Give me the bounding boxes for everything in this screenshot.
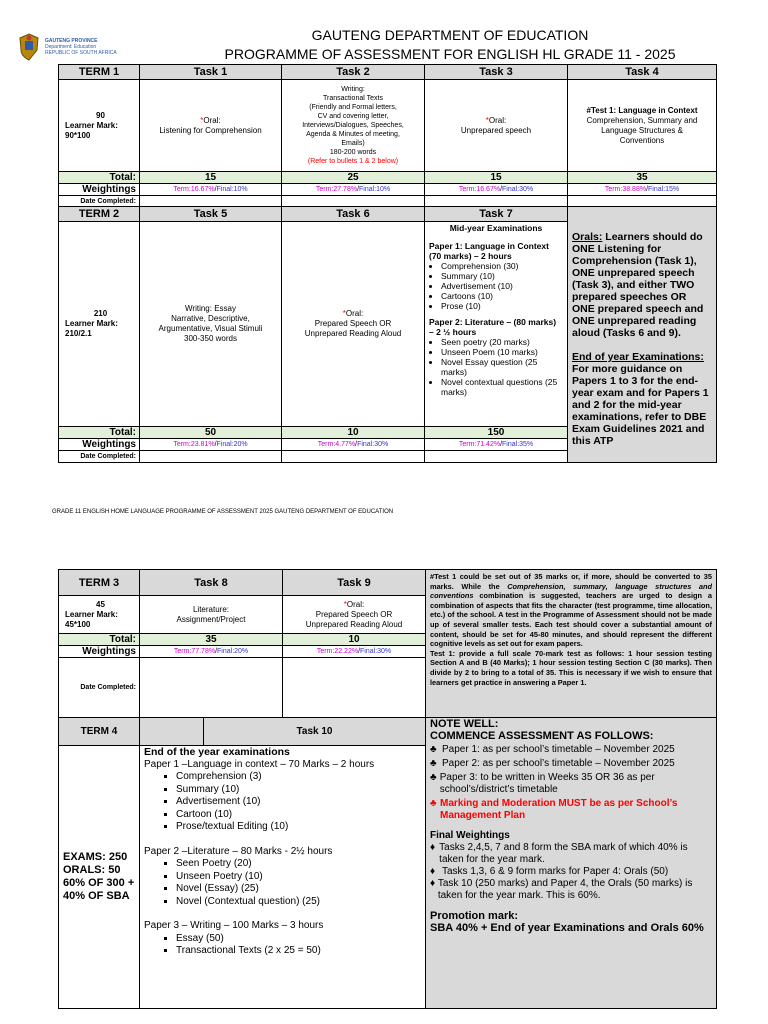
orals-heading: Orals: xyxy=(572,231,603,243)
diamond-icon: ♦ xyxy=(430,842,436,853)
term-weight: Term:4.77% xyxy=(317,441,356,448)
task4-weighting: Term:38.88%/Final:15% xyxy=(568,184,717,196)
club-icon: ♣ xyxy=(430,758,437,769)
task7-paper2-head: Paper 2: Literature – (80 marks) – 2 ½ hours xyxy=(429,317,557,337)
task2-line: (Friendly and Formal letters, xyxy=(309,104,397,111)
task9-type: Oral: xyxy=(346,599,365,609)
schedule-list xyxy=(430,744,712,822)
list-item-text: Paper 1: as per school’s timetable – November 2025 xyxy=(442,744,675,755)
task6-type: Oral: xyxy=(345,309,364,318)
diamond-icon: ♦ xyxy=(430,866,436,877)
task5-header: Task 5 xyxy=(140,207,282,222)
logo-line3: REPUBLIC OF SOUTH AFRICA xyxy=(45,50,117,56)
task4-total: 35 xyxy=(568,172,717,184)
date-field xyxy=(425,196,568,207)
term4-label: TERM 4 xyxy=(59,718,140,746)
orals-text: Learners should do ONE Listening for Comprehension (Task 1), ONE unprepared speech (Task 3), and either TWO prepared speeches OR ONE prepared speech and ONE unprepared reading aloud (Tasks 6 and 9). xyxy=(572,231,704,339)
task9-total: 10 xyxy=(283,634,426,646)
term4-side-note xyxy=(426,718,717,1009)
note-text: Test 1: provide a full scale 70-mark test as follows: 1 hour session testing Section A and B (40 Marks); 1 hour session testing Section C (30 marks). Then divide by 2 to bring to a total of 35. This is necessary if we wish to ensure that learners get practice in answering a Paper 1. xyxy=(430,648,712,687)
note-text: #Test 1 xyxy=(430,572,457,581)
list-item: • Comprehension (30) xyxy=(441,261,563,271)
task8-cell xyxy=(140,596,283,634)
final-weightings-list xyxy=(430,842,712,902)
list-item: ▪ Novel (Essay) (25) xyxy=(176,883,421,896)
task9-weighting: Term:22.22%/Final:30% xyxy=(283,646,426,658)
date-field xyxy=(140,658,283,718)
list-item: ▪ Transactional Texts (2 x 25 = 50) xyxy=(176,945,421,958)
exam-heading: End of year Examinations: xyxy=(572,351,704,363)
paper1-head: Paper 1 –Language in context – 70 Marks – 2 hours xyxy=(144,758,375,770)
task8-weighting: Term:77.78%/Final:20% xyxy=(140,646,283,658)
club-icon: ♣ xyxy=(430,772,437,783)
list-item: • Cartoons (10) xyxy=(441,291,563,301)
weightings-label: Weightings xyxy=(59,439,140,451)
gauteng-logo xyxy=(16,30,126,64)
task7-weighting: Term:71.42%/Final:35% xyxy=(425,439,568,451)
task6-line: Unprepared Reading Aloud xyxy=(304,329,402,338)
task4-line: Language Structures & xyxy=(601,125,683,135)
list-item: ▪ Summary (10) xyxy=(176,784,421,797)
list-item xyxy=(430,866,712,878)
task7-paper1-head: Paper 1: Language in Context (70 marks) – 2 hours xyxy=(429,241,549,261)
task7-cell xyxy=(425,222,568,427)
final-weightings-heading: Final Weightings xyxy=(430,830,510,841)
list-item: • Advertisement (10) xyxy=(441,281,563,291)
diamond-icon: ♦ xyxy=(430,878,436,889)
list-item: • Summary (10) xyxy=(441,271,563,281)
term1-label: TERM 1 xyxy=(59,65,140,80)
term-weight: Term:71.42% xyxy=(458,441,501,448)
term3-label: TERM 3 xyxy=(59,570,140,596)
total-label: Total: xyxy=(59,172,140,184)
task2-line: Transactional Texts xyxy=(323,95,383,102)
list-item: ▪ Prose/textual Editing (10) xyxy=(176,821,421,834)
task7-paper2-list xyxy=(429,337,563,397)
list-item: ▪ Novel (Contextual question) (25) xyxy=(176,896,421,909)
list-item: ▪ Cartoon (10) xyxy=(176,809,421,822)
commence-heading: COMMENCE ASSESSMENT AS FOLLOWS: xyxy=(430,730,654,742)
term1-2-table xyxy=(58,64,717,463)
list-item: ▪ Comprehension (3) xyxy=(176,771,421,784)
task2-line: Emails) xyxy=(341,140,365,147)
task10-header: Task 10 xyxy=(204,718,426,746)
task7-header: Task 7 xyxy=(425,207,568,222)
task6-header: Task 6 xyxy=(282,207,425,222)
oral-star: * xyxy=(342,309,346,318)
learner-mark-label: Learner Mark: xyxy=(65,609,118,619)
paper3-head: Paper 3 – Writing – 100 Marks – 3 hours xyxy=(144,920,324,931)
task4-line: Comprehension, Summary and xyxy=(586,115,698,125)
list-item: ▪ Advertisement (10) xyxy=(176,796,421,809)
task4-line: Conventions xyxy=(619,135,665,145)
final-weight: Final:30% xyxy=(502,186,534,193)
term2-label: TERM 2 xyxy=(59,207,140,222)
list-item: • Prose (10) xyxy=(441,301,563,311)
task7-paper1-list xyxy=(429,261,563,311)
list-item-text: Tasks 1,3, 6 & 9 form marks for Paper 4: Orals (50) xyxy=(442,866,669,877)
task2-header: Task 2 xyxy=(282,65,425,80)
task3-header: Task 3 xyxy=(425,65,568,80)
page-subtitle: PROGRAMME OF ASSESSMENT FOR ENGLISH HL GRADE 11 - 2025 xyxy=(224,46,676,62)
task5-type: Writing: Essay xyxy=(185,304,236,313)
task2-total: 25 xyxy=(282,172,425,184)
list-item: ▪ Seen Poetry (20) xyxy=(176,858,421,871)
task8-type: Literature: xyxy=(192,604,230,614)
note-text: or, if more, should be xyxy=(567,572,655,581)
term3-side-note xyxy=(426,570,717,718)
club-icon: ♣ xyxy=(430,744,437,755)
list-item: ▪ Unseen Poetry (10) xyxy=(176,871,421,884)
task8-desc: Assignment/Project xyxy=(176,614,246,624)
date-field xyxy=(282,451,425,463)
task2-weighting: Term:27.78%/Final:10% xyxy=(282,184,425,196)
final-weight: Final:10% xyxy=(359,186,391,193)
task5-line: 300-350 words xyxy=(184,334,237,343)
term-weight: Term:16.67% xyxy=(173,186,215,193)
task7-title: Mid-year Examinations xyxy=(449,223,543,233)
list-item xyxy=(430,878,712,902)
date-completed-label: Date Completed: xyxy=(59,658,140,718)
final-weight: Final:15% xyxy=(648,186,680,193)
note-text: Comprehension, summary, language structures and conventions xyxy=(430,581,712,601)
list-item xyxy=(430,744,712,756)
task2-line: 180-200 words xyxy=(329,149,377,156)
task6-line: Prepared Speech OR xyxy=(314,319,392,328)
task5-line: Narrative, Descriptive, xyxy=(171,314,250,323)
list-item-text: Marking and Moderation MUST be as per School’s Management Plan xyxy=(440,798,678,821)
final-weight: Final:35% xyxy=(502,441,534,448)
exam-title: End of the year examinations xyxy=(144,746,290,758)
exam-text: For more guidance on Papers 1 to 3 for the end-year exam and for Papers 1 and 2 for the mid-year examinations, refer to DBE Exam Guidelines 2021 and this ATP xyxy=(572,363,709,447)
task3-total: 15 xyxy=(425,172,568,184)
final-weight: Final:10% xyxy=(216,186,248,193)
date-field xyxy=(425,451,568,463)
total-label: Total: xyxy=(59,427,140,439)
list-item: • Seen poetry (20 marks) xyxy=(441,337,563,347)
note-text: . While the xyxy=(451,581,508,591)
date-completed-label: Date Completed: xyxy=(59,451,140,463)
term3-4-table xyxy=(58,569,717,1009)
task2-type: Writing: xyxy=(341,86,365,93)
term3-formula: 45*100 xyxy=(65,619,91,629)
weightings-label: Weightings xyxy=(59,184,140,196)
note-text: combination is suggested, teachers are urged to design a combination of aspects that fits the character (test programme, time allocation, etc.) of the school. A test in the Programme of Assessment should not be made up of several smaller tests. Each test should cover a substantial amount of content, should be set for 45-80 minutes, and should represent the different cognitive levels as set out for exam papers. xyxy=(430,591,712,649)
task8-header: Task 8 xyxy=(140,570,283,596)
paper1-list xyxy=(144,771,421,834)
task4-title: #Test 1: Language in Context xyxy=(586,105,698,115)
task1-desc: Listening for Comprehension xyxy=(159,125,262,135)
task9-header: Task 9 xyxy=(283,570,426,596)
oral-star: * xyxy=(343,599,347,609)
term-weight: Term:77.78% xyxy=(173,648,216,655)
list-item xyxy=(430,842,712,866)
list-item-text: Paper 3: to be written in Weeks 35 OR 36 as per school’s/district’s timetable xyxy=(439,772,655,795)
task5-line: Argumentative, Visual Stimuli xyxy=(158,324,263,333)
task1-header: Task 1 xyxy=(140,65,282,80)
term1-marks: 90 xyxy=(96,110,105,120)
date-field xyxy=(140,196,282,207)
task2-cell xyxy=(282,80,425,172)
note-well-heading: NOTE WELL: xyxy=(430,718,499,730)
weightings-label: Weightings xyxy=(59,646,140,658)
final-weight: Final:30% xyxy=(360,648,392,655)
list-item xyxy=(430,798,712,822)
logo-line2: Department: Education xyxy=(45,44,97,50)
list-item-text: Tasks 2,4,5, 7 and 8 form the SBA mark of which 40% is taken for the year mark. xyxy=(439,842,688,865)
task5-weighting: Term:23.81%/Final:20% xyxy=(140,439,282,451)
final-weight: Final:30% xyxy=(357,441,389,448)
task3-desc: Unprepared speech xyxy=(460,125,532,135)
task2-note: (Refer to bullets 1 & 2 below) xyxy=(307,158,399,165)
term3-marks: 45 xyxy=(96,599,105,609)
task3-weighting: Term:16.67%/Final:30% xyxy=(425,184,568,196)
term4-summary: EXAMS: 250 ORALS: 50 60% OF 300 + 40% OF SBA xyxy=(59,746,140,1009)
task1-type: Oral: xyxy=(203,115,221,125)
term2-formula: 210/2.1 xyxy=(65,329,92,338)
term3-marks-cell xyxy=(59,596,140,634)
final-weight: Final:20% xyxy=(217,648,249,655)
note-text: could be set out of xyxy=(456,572,535,581)
promotion-heading: Promotion mark: xyxy=(430,910,519,922)
list-item: • Novel contextual questions (25 marks) xyxy=(441,377,563,397)
task9-line: Unprepared Reading Aloud xyxy=(305,619,403,629)
promotion-text: SBA 40% + End of year Examinations and Orals 60% xyxy=(430,922,704,934)
list-item: ▪ Essay (50) xyxy=(176,933,421,946)
list-item xyxy=(430,758,712,770)
oral-star: * xyxy=(200,115,204,125)
learner-mark-label: Learner Mark: xyxy=(65,120,118,130)
date-field xyxy=(283,658,426,718)
total-label: Total: xyxy=(59,634,140,646)
task6-total: 10 xyxy=(282,427,425,439)
task4-cell xyxy=(568,80,717,172)
task10-cell xyxy=(140,746,426,1009)
task6-weighting: Term:4.77%/Final:30% xyxy=(282,439,425,451)
term-weight: Term:38.88% xyxy=(604,186,647,193)
list-item-text: Paper 2: as per school’s timetable – November 2025 xyxy=(442,758,675,769)
paper2-head: Paper 2 –Literature – 80 Marks - 2½ hours xyxy=(144,845,333,857)
page-footer: GRADE 11 ENGLISH HOME LANGUAGE PROGRAMME OF ASSESSMENT 2025 GAUTENG DEPARTMENT OF EDUCATION xyxy=(52,509,394,515)
paper2-list xyxy=(144,858,421,908)
task4-header: Task 4 xyxy=(568,65,717,80)
club-icon: ♣ xyxy=(430,798,437,809)
term2-marks-cell xyxy=(59,222,140,427)
term1-formula: 90*100 xyxy=(65,130,91,140)
task5-cell xyxy=(140,222,282,427)
term4-blank xyxy=(140,718,204,746)
term2-side-note xyxy=(568,207,717,463)
note-text: converted to 35 marks xyxy=(430,572,712,591)
task2-line: Agenda & Minutes of meeting, xyxy=(306,131,400,138)
term2-marks: 210 xyxy=(93,309,108,318)
list-item-text: Task 10 (250 marks) and Paper 4, the Orals (50 marks) is taken for the year mark. This is 60%. xyxy=(437,878,693,901)
learner-mark-label: Learner Mark: xyxy=(65,319,118,328)
term-weight: Term:23.81% xyxy=(173,441,215,448)
task1-weighting: Term:16.67%/Final:10% xyxy=(140,184,282,196)
term-weight: Term:22.22% xyxy=(316,648,359,655)
list-item: • Novel Essay question (25 marks) xyxy=(441,357,563,377)
task1-total: 15 xyxy=(140,172,282,184)
term1-marks-cell xyxy=(59,80,140,172)
list-item: • Unseen Poem (10 marks) xyxy=(441,347,563,357)
coat-of-arms-icon xyxy=(16,32,42,62)
paper3-list xyxy=(144,933,421,958)
task7-total: 150 xyxy=(425,427,568,439)
task3-type: Oral: xyxy=(488,115,507,125)
task2-line: Interviews/Dialogues, Speeches, xyxy=(302,122,404,129)
list-item xyxy=(430,772,712,796)
oral-star: * xyxy=(485,115,489,125)
task6-cell xyxy=(282,222,425,427)
date-field xyxy=(568,196,717,207)
logo-line1: GAUTENG PROVINCE xyxy=(45,38,98,44)
task3-cell xyxy=(425,80,568,172)
date-field xyxy=(282,196,425,207)
term-weight: Term:27.78% xyxy=(315,186,358,193)
page-title: GAUTENG DEPARTMENT OF EDUCATION xyxy=(311,27,589,43)
task5-total: 50 xyxy=(140,427,282,439)
task1-cell xyxy=(140,80,282,172)
task9-cell xyxy=(283,596,426,634)
note-text: 35 marks xyxy=(534,572,568,581)
term-weight: Term:16.67% xyxy=(458,186,501,193)
final-weight: Final:20% xyxy=(216,441,248,448)
task8-total: 35 xyxy=(140,634,283,646)
date-field xyxy=(140,451,282,463)
task9-line: Prepared Speech OR xyxy=(315,609,393,619)
task2-line: CV and covering letter, xyxy=(317,113,389,120)
date-completed-label: Date Completed: xyxy=(59,196,140,207)
